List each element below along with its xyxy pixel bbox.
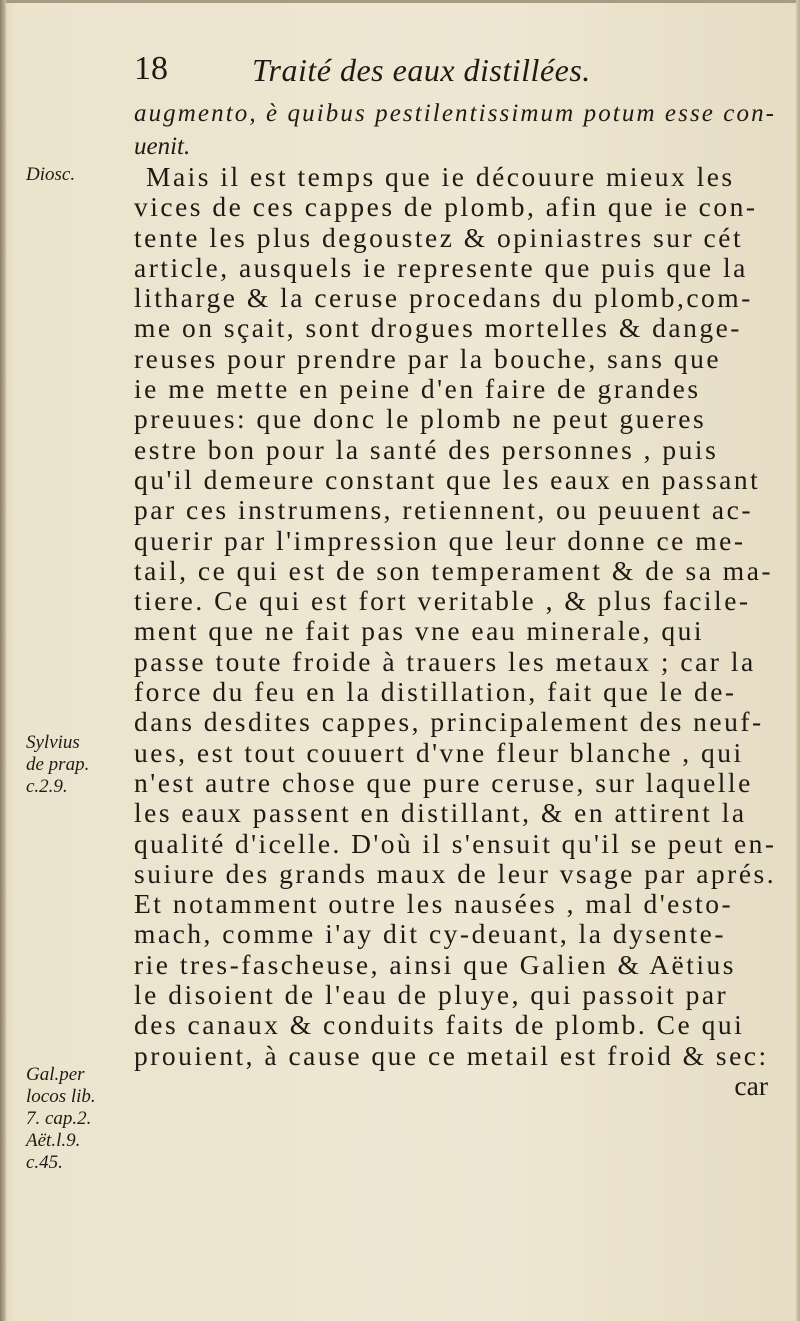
latin-quotation	[134, 97, 777, 163]
text-line: le disoient de l'eau de pluye, qui passoit par	[134, 979, 729, 1011]
running-title: Traité des eaux distillées.	[252, 52, 591, 88]
text-line: Et notamment outre les nausées , mal d'esto-	[134, 888, 734, 920]
text-line: preuues: que donc le plomb ne peut gueres	[134, 403, 707, 435]
margin-note-line: Diosc.	[26, 164, 76, 185]
text-line: ment que ne fait pas vne eau minerale, qui	[134, 615, 705, 647]
text-line: Mais il est temps que ie découure mieux les	[146, 161, 735, 192]
margin-note-galen	[26, 1064, 126, 1174]
body-text	[134, 161, 777, 1101]
text-line: tente les plus degoustez & opiniastres sur cét	[134, 221, 744, 253]
text-line: uenit.	[134, 133, 191, 160]
text-line: tail, ce qui est de son temperament & de sa ma-	[134, 554, 774, 586]
text-line: qualité d'icelle. D'où il s'ensuit qu'il se peut en-	[134, 827, 777, 859]
text-line: qu'il demeure constant que les eaux en passant	[134, 463, 761, 495]
text-line: ues, est tout couuert d'vne fleur blanche , qui	[134, 736, 744, 768]
text-line: suiure des grands maux de leur vsage par aprés.	[134, 857, 777, 889]
text-line: par ces instrumens, retiennent, ou peuuent ac-	[134, 494, 753, 526]
margin-note-line: 7. cap.2.	[26, 1108, 92, 1129]
margin-note-sylvius	[26, 732, 126, 798]
text-line: ie me mette en peine d'en faire de grandes	[134, 373, 701, 405]
text-line: force du feu en la distillation, fait que le de-	[134, 676, 737, 708]
margin-note-line: c.45.	[26, 1152, 63, 1173]
text-line: mach, comme i'ay dit cy-deuant, la dysente-	[134, 918, 726, 950]
margin-note-line: locos lib.	[26, 1086, 96, 1107]
text-line: estre bon pour la santé des personnes , puis	[134, 433, 719, 465]
text-line: des canaux & conduits faits de plomb. Ce qui	[134, 1009, 745, 1041]
margin-note-line: Gal.per	[26, 1064, 85, 1085]
text-line: dans desdites cappes, principalement des neuf-	[134, 706, 764, 738]
page-left-edge	[0, 0, 6, 1321]
running-head	[134, 50, 654, 92]
margin-note-line: Aët.l.9.	[26, 1130, 81, 1151]
text-line: vices de ces cappes de plomb, afin que ie con-	[134, 191, 758, 223]
text-line: article, ausquels ie represente que puis que la	[134, 251, 748, 283]
text-line: tiere. Ce qui est fort veritable , & plus facile-	[134, 585, 751, 617]
margin-note-line: c.2.9.	[26, 776, 68, 797]
page-top-edge	[0, 0, 800, 3]
text-line: litharge & la ceruse procedans du plomb,com-	[134, 282, 753, 314]
margin-note-line: de prap.	[26, 754, 90, 775]
page-right-edge	[796, 0, 800, 1321]
text-line: querir par l'impression que leur donne ce me-	[134, 524, 746, 556]
text-line: reuses pour prendre par la bouche, sans que	[134, 342, 722, 374]
text-line: prouient, à cause que ce metail est froid & sec:	[134, 1039, 769, 1071]
text-line: me on sçait, sont drogues mortelles & dange-	[134, 312, 742, 344]
catchword: car	[734, 1069, 768, 1101]
text-line: augmento, è quibus pestilentissimum potum esse con-	[134, 100, 777, 127]
page-number: 18	[134, 50, 168, 87]
text-line: rie tres-fascheuse, ainsi que Galien & Aëtius	[134, 948, 736, 980]
margin-note-diosc	[26, 164, 126, 186]
text-line: n'est autre chose que pure ceruse, sur laquelle	[134, 766, 753, 798]
text-line: les eaux passent en distillant, & en attirent la	[134, 797, 747, 829]
margin-note-line: Sylvius	[26, 732, 80, 753]
text-line: passe toute froide à trauers les metaux ; car la	[134, 645, 756, 677]
